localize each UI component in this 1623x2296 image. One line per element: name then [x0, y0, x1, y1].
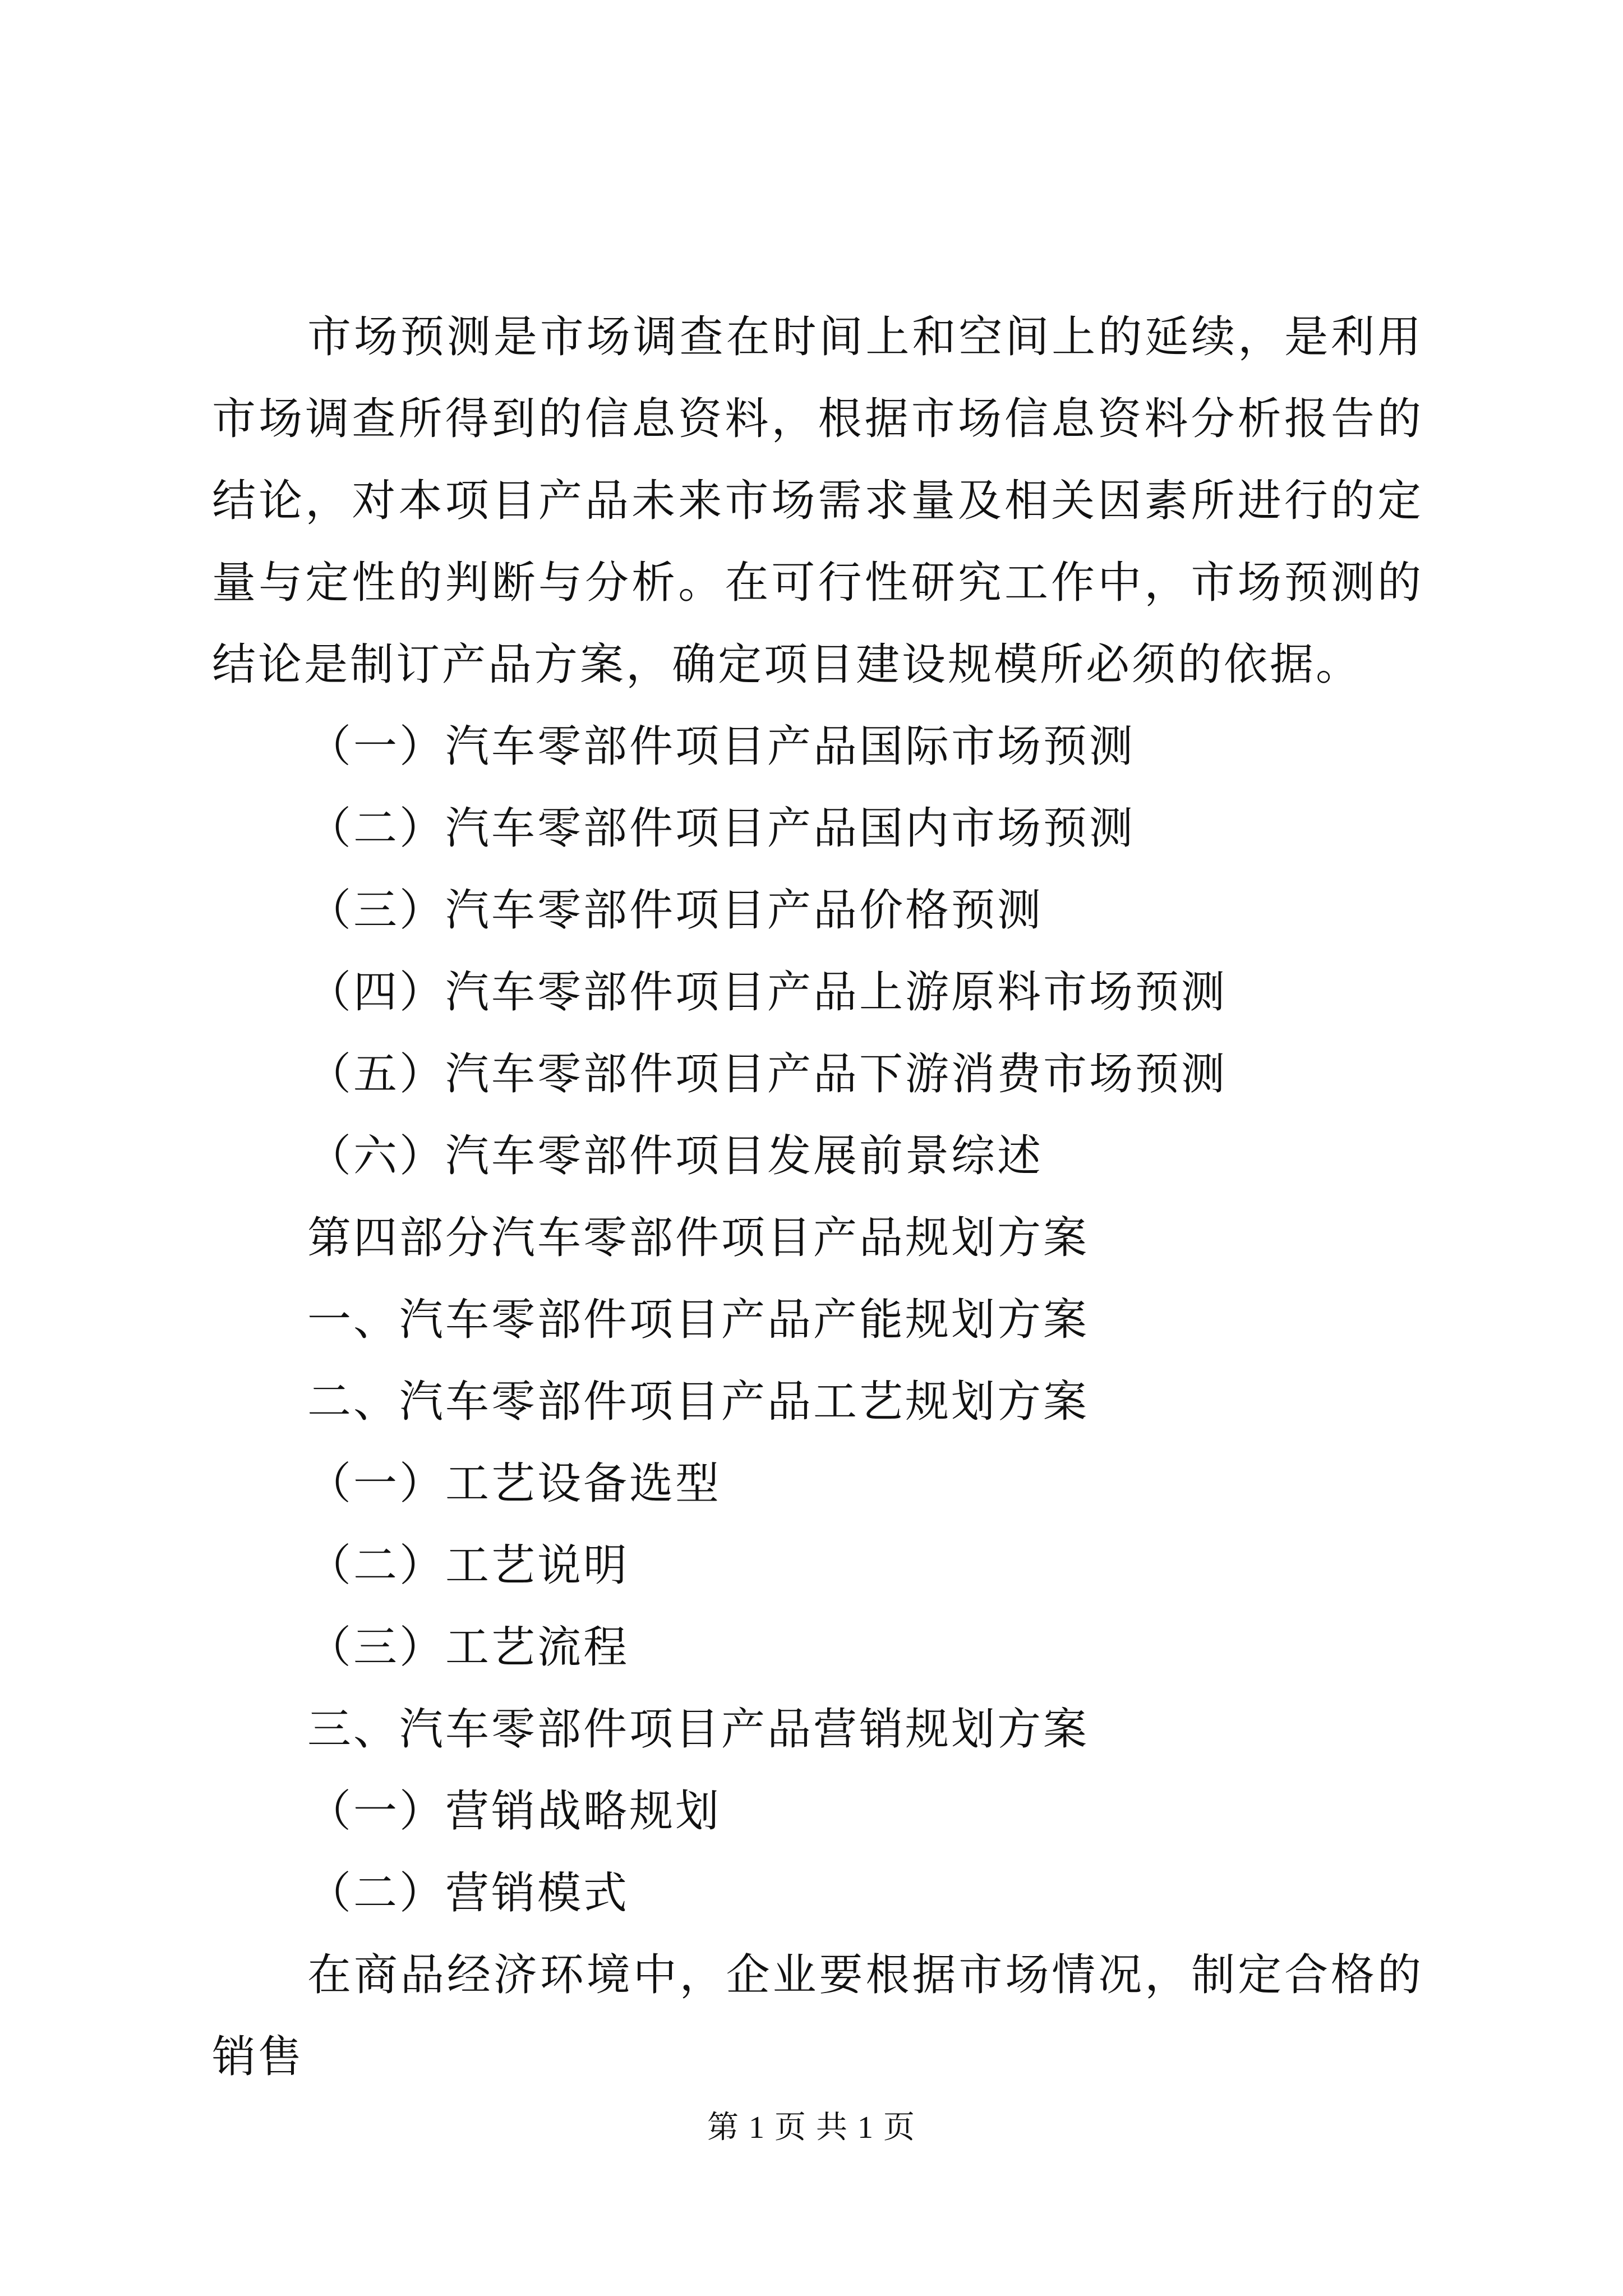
intro-paragraph: 市场预测是市场调查在时间上和空间上的延续，是利用市场调查所得到的信息资料，根据市场信息资料分析报告的结论，对本项目产品未来市场需求量及相关因素所进行的定量与定性的判断与分析。在可行性研究工作中，市场预测的结论是制订产品方案，确定项目建设规模所必须的依据。	[212, 312, 1423, 690]
page-footer: 第 1 页 共 1 页	[707, 2110, 916, 2145]
list-item: （五）汽车零部件项目产品下游消费市场预测	[307, 1049, 1228, 1099]
list-item: （一）工艺设备选型	[307, 1458, 722, 1509]
subsection-heading: 一、汽车零部件项目产品产能规划方案	[307, 1295, 1090, 1345]
closing-paragraph: 在商品经济环境中，企业要根据市场情况，制定合格的销售	[212, 1950, 1423, 2082]
list-item: （一）汽车零部件项目产品国际市场预测	[307, 721, 1136, 772]
outline-list	[212, 706, 1423, 1934]
list-item: （六）汽车零部件项目发展前景综述	[307, 1131, 1044, 1181]
list-item: （二）汽车零部件项目产品国内市场预测	[307, 803, 1136, 854]
list-item: （三）汽车零部件项目产品价格预测	[307, 885, 1044, 936]
list-item: （三）工艺流程	[307, 1622, 630, 1673]
list-item: （一）营销战略规划	[307, 1786, 722, 1837]
section-heading: 第四部分汽车零部件项目产品规划方案	[307, 1213, 1090, 1263]
document-body	[212, 296, 1423, 2098]
list-item: （二）工艺说明	[307, 1540, 630, 1591]
list-item: （四）汽车零部件项目产品上游原料市场预测	[307, 967, 1228, 1018]
list-item: （二）营销模式	[307, 1868, 630, 1918]
subsection-heading: 三、汽车零部件项目产品营销规划方案	[307, 1704, 1090, 1755]
subsection-heading: 二、汽车零部件项目产品工艺规划方案	[307, 1377, 1090, 1427]
